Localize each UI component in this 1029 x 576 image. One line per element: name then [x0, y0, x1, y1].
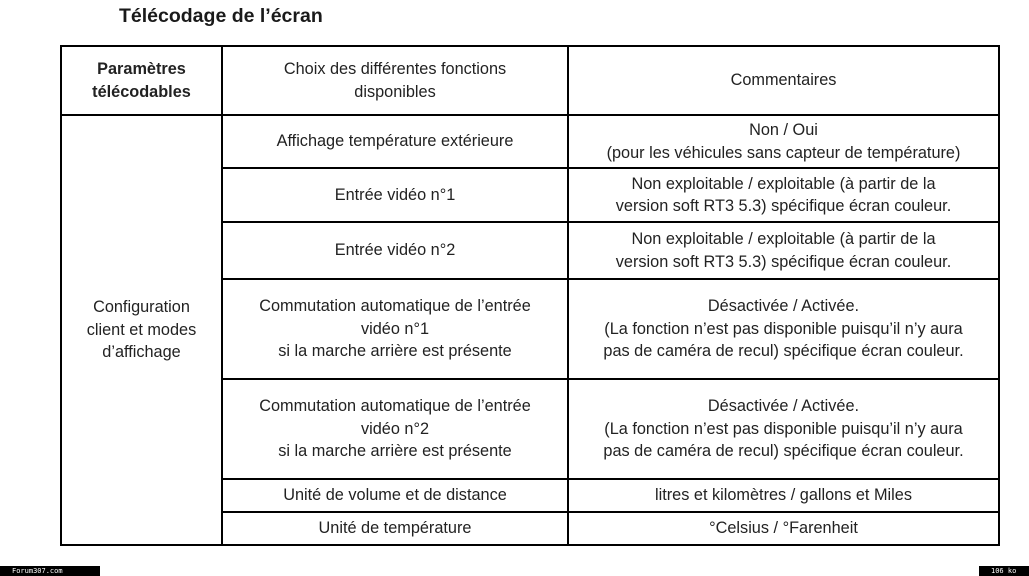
- header-parameters: Paramètres télécodables: [61, 46, 222, 115]
- choice-cell: Unité de volume et de distance: [222, 479, 568, 512]
- footer-size-label: 106 ko: [979, 566, 1029, 576]
- choice-cell: Commutation automatique de l’entrée vidéo n°2 si la marche arrière est présente: [222, 379, 568, 479]
- comment-cell: Non exploitable / exploitable (à partir de la version soft RT3 5.3) spécifique écran couleur.: [568, 222, 999, 279]
- choice-cell: Entrée vidéo n°1: [222, 168, 568, 222]
- comment-cell: Non exploitable / exploitable (à partir de la version soft RT3 5.3) spécifique écran couleur.: [568, 168, 999, 222]
- page-title: Télécodage de l’écran: [119, 5, 323, 27]
- choice-cell: Affichage température extérieure: [222, 115, 568, 168]
- comment-cell: °Celsius / °Farenheit: [568, 512, 999, 545]
- header-comments: Commentaires: [568, 46, 999, 115]
- header-choices: Choix des différentes fonctions disponibles: [222, 46, 568, 115]
- remap-table: [60, 45, 1000, 546]
- table-row: [61, 115, 999, 168]
- comment-cell: litres et kilomètres / gallons et Miles: [568, 479, 999, 512]
- footer-site-label: Forum307.com: [0, 566, 100, 576]
- choice-cell: Unité de température: [222, 512, 568, 545]
- comment-cell: Désactivée / Activée. (La fonction n’est pas disponible puisqu’il n’y aura pas de caméra de recul) spécifique écran couleur.: [568, 279, 999, 379]
- comment-cell: Désactivée / Activée. (La fonction n’est pas disponible puisqu’il n’y aura pas de caméra de recul) spécifique écran couleur.: [568, 379, 999, 479]
- comment-cell: Non / Oui (pour les véhicules sans capteur de température): [568, 115, 999, 168]
- group-label-cell: Configuration client et modes d’affichage: [61, 115, 222, 545]
- choice-cell: Commutation automatique de l’entrée vidéo n°1 si la marche arrière est présente: [222, 279, 568, 379]
- header-row: [61, 46, 999, 115]
- choice-cell: Entrée vidéo n°2: [222, 222, 568, 279]
